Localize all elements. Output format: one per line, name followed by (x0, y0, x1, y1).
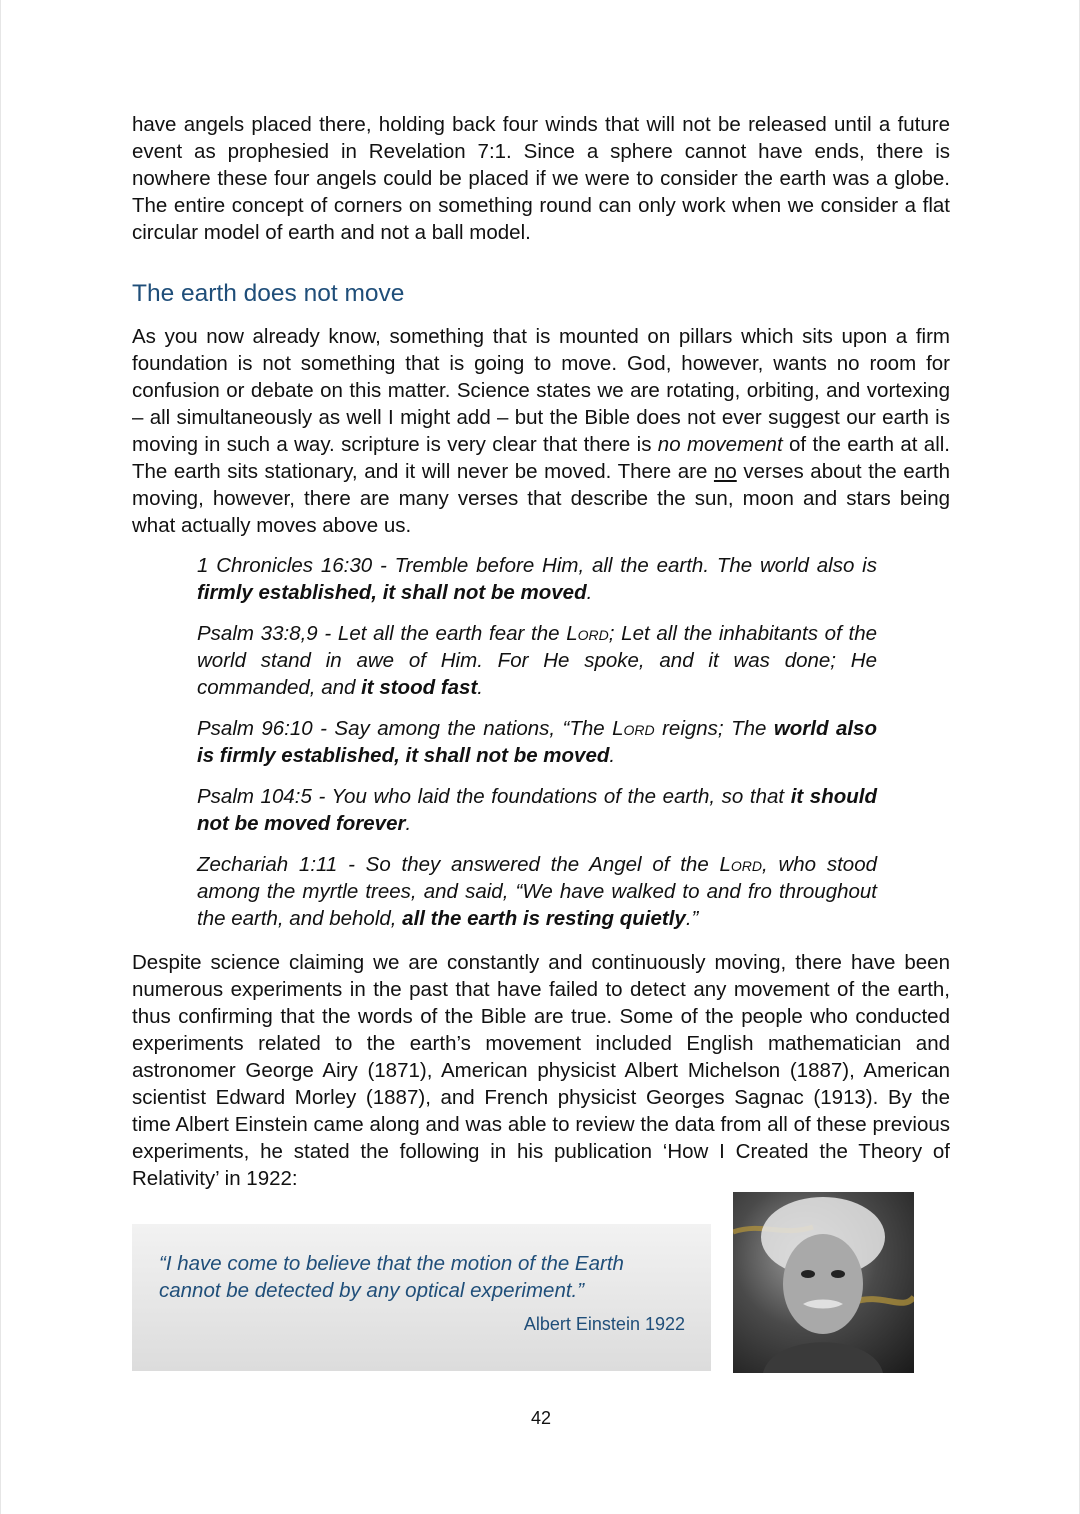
verse-tail: .” (685, 907, 699, 930)
verse-text: 1 Chronicles 16:30 - Tremble before Him, all the earth. The world also is (197, 554, 877, 577)
section-heading: The earth does not move (132, 280, 405, 307)
verse-tail: . (477, 676, 483, 699)
verse-psalm-96 (197, 715, 877, 769)
verse-tail: . (405, 812, 412, 835)
verse-text-mid: , who stood among the myrtle trees, and said, “We have walked to and fro throughout the earth, and behold, (197, 853, 877, 930)
intro-paragraph: have angels placed there, holding back four winds that will not be released until a future event as prophesied in Revelation 7:1. Since a sphere cannot have ends, there is nowhere these four angels could be placed if we were to consider the earth was a globe. The entire concept of corners on something round can only work when we consider a flat circular model of earth and not a ball model. (132, 113, 950, 244)
verse-tail: . (586, 581, 593, 604)
verse-bold: all the earth is resting quietly (402, 907, 686, 930)
verse-tail: . (609, 744, 616, 767)
verse-chronicles (197, 552, 877, 606)
verse-text: Zechariah 1:11 - So they answered the Angel of the (197, 853, 720, 876)
verse-list (197, 552, 877, 946)
verse-zechariah (197, 851, 877, 932)
verse-text: Psalm 33:8,9 - Let all the earth fear the (197, 622, 567, 645)
experiments-paragraph: Despite science claiming we are constantly and continuously moving, there have been numerous experiments in the past that have failed to detect any movement of the earth, thus confirming that the words of the Bible are true. Some of the people who conducted experiments related to the earth’s movement included English mathematician and astronomer George Airy (1871), American physicist Albert Michelson (1887), American scientist Edward Morley (1887), and French physicist Georges Sagnac (1913). By the time Albert Einstein came along and was able to review the data from all of these previous experiments, he stated the following in his publication ‘How I Created the Theory of Relativity’ in 1922: (132, 951, 950, 1190)
verse-bold: firmly established, it shall not be moved (197, 581, 587, 604)
movement-text-2: of the earth at all. The earth sits stationary, and it will never be moved. There are (132, 433, 950, 483)
movement-paragraph (132, 323, 950, 539)
verse-psalm-104 (197, 783, 877, 837)
movement-underlined: no (713, 460, 737, 483)
quote-text: “I have come to believe that the motion of the Earth cannot be detected by any optical experiment.” (159, 1252, 624, 1302)
verse-bold: it should not be moved forever (197, 785, 877, 835)
quote-attribution: Albert Einstein 1922 (523, 1314, 685, 1334)
verse-bold: world also is firmly established, it shall not be moved (197, 717, 877, 767)
verse-small-caps: Lord (719, 853, 763, 876)
verse-text-mid: reigns; The (654, 717, 774, 740)
verse-text: Psalm 96:10 - Say among the nations, “The (197, 717, 613, 740)
movement-text-1: As you now already know, something that is mounted on pillars which sits upon a firm foundation is not something that is going to move. God, however, wants no room for confusion or debate on this matter. Science states we are rotating, orbiting, and vortexing – all simultaneously as well I might add – but the Bible does not ever suggest our earth is moving in such a way. scripture is very clear that there is (132, 325, 950, 456)
portrait-illustration (733, 1192, 914, 1373)
movement-text-3: verses about the earth moving, however, there are many verses that describe the sun, moon and stars being what actually moves above us. (132, 460, 950, 537)
quote-box (132, 1224, 711, 1371)
verse-text: Psalm 104:5 - You who laid the foundations of the earth, so that (197, 785, 791, 808)
verse-text-mid: ; Let all the inhabitants of the world stand in awe of Him. For He spoke, and it was done; He commanded, and (197, 622, 877, 699)
einstein-portrait-image (733, 1192, 914, 1373)
movement-emphasis: no movement (657, 433, 783, 456)
verse-small-caps: Lord (566, 622, 609, 645)
verse-small-caps: Lord (612, 717, 655, 740)
page-number: 42 (530, 1408, 552, 1428)
verse-bold: it stood fast (361, 676, 478, 699)
verse-psalm-33 (197, 620, 877, 701)
